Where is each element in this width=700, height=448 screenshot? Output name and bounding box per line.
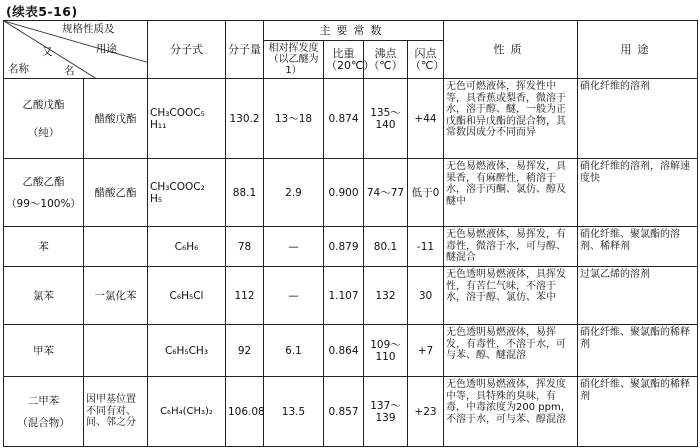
mw-cell: 88.1 [226, 159, 264, 227]
fp-cell: +23 [408, 377, 444, 447]
bp-cell: 80.1 [364, 227, 408, 267]
bp-cell: 132 [364, 267, 408, 325]
table-row [4, 79, 698, 159]
name-cell [4, 79, 84, 159]
density-cell: 0.900 [324, 159, 364, 227]
bp-cell: 135～140 [364, 79, 408, 159]
alias-cell [84, 227, 148, 267]
formula-header: 分子式 [148, 21, 226, 79]
corner-ming-label: 名 [64, 65, 75, 77]
uses-cell: 硝化纤维、聚氯酯的溶剂、稀释剂 [578, 227, 698, 267]
name-cell: 甲苯 [4, 325, 84, 377]
solvent-properties-table [3, 20, 698, 447]
corner-you-label: 又 [42, 46, 53, 58]
name-cell [4, 159, 84, 227]
mw-cell: 92 [226, 325, 264, 377]
uses-cell: 过氯乙烯的溶剂 [578, 267, 698, 325]
fp-cell: -11 [408, 227, 444, 267]
formula-line-1: CH₃COOC₂ [150, 180, 205, 193]
mw-cell: 112 [226, 267, 264, 325]
mw-header: 分子量 [226, 21, 264, 79]
main-constants-header: 主要常数 [264, 21, 444, 41]
formula-cell: C₆H₅Cl [148, 267, 226, 325]
volatility-cell: 2.9 [264, 159, 324, 227]
volatility-cell: 6.1 [264, 325, 324, 377]
properties-header: 性质 [444, 21, 578, 79]
volatility-cell: — [264, 267, 324, 325]
properties-cell: 无色透明易燃液体，易挥发，有毒性，不溶于水，可与苯、醇、醚混溶 [444, 325, 578, 377]
mw-cell: 130.2 [226, 79, 264, 159]
formula-line-2: H₁₁ [150, 118, 167, 131]
formula-cell [148, 159, 226, 227]
corner-props-label: 规格性质及 [62, 23, 115, 35]
name-sub-text: （纯） [27, 126, 60, 139]
bp-cell: 74～77 [364, 159, 408, 227]
volatility-cell: 13～18 [264, 79, 324, 159]
density-cell: 0.879 [324, 227, 364, 267]
bp-header: 沸点（℃） [364, 41, 408, 79]
table-row [4, 267, 698, 325]
uses-cell: 硝化纤维、聚氯酯的稀释剂 [578, 325, 698, 377]
bp-cell: 137～139 [364, 377, 408, 447]
formula-cell [148, 79, 226, 159]
table-row [4, 325, 698, 377]
density-cell: 1.107 [324, 267, 364, 325]
formula-cell: C₆H₆ [148, 227, 226, 267]
corner-header-cell [4, 21, 148, 79]
uses-cell: 硝化纤维、聚氯酯的稀释剂 [578, 377, 698, 447]
fp-cell: +7 [408, 325, 444, 377]
table-caption: (续表5-16) [6, 4, 78, 19]
table-row [4, 227, 698, 267]
density-cell: 0.874 [324, 79, 364, 159]
volatility-cell: 13.5 [264, 377, 324, 447]
name-cell: 氯苯 [4, 267, 84, 325]
properties-cell: 无色可燃液体，挥发性中等，具香蕉或梨香，微溶于水，溶于醇、醚，一般为正戊酯和异戊酯的混合物，其常数因成分不同而异 [444, 79, 578, 159]
mw-cell: 106.08 [226, 377, 264, 447]
name-text: 乙酸乙酯 [22, 175, 65, 188]
name-cell [4, 377, 84, 447]
fp-header: 闪点（℃） [408, 41, 444, 79]
name-cell: 苯 [4, 227, 84, 267]
formula-line-1: CH₃COOC₅ [150, 106, 205, 119]
volatility-header: 相对挥发度（以乙醚为1） [264, 41, 324, 79]
fp-cell: +44 [408, 79, 444, 159]
density-header: 比重（20℃） [324, 41, 364, 79]
volatility-cell: — [264, 227, 324, 267]
name-text: 乙酸戊酯 [22, 98, 65, 111]
density-cell: 0.864 [324, 325, 364, 377]
fp-cell: 低于0 [408, 159, 444, 227]
table-row [4, 159, 698, 227]
name-sub-text: （混合物） [17, 416, 70, 429]
alias-cell: 一氯化苯 [84, 267, 148, 325]
formula-cell: C₆H₅CH₃ [148, 325, 226, 377]
alias-cell: 因甲基位置不同有对、间、邻之分 [84, 377, 148, 447]
corner-name-label: 名称 [8, 63, 29, 75]
properties-cell: 无色易燃液体，易挥发，具果香，有麻醉性，稍溶于水，溶于丙酮、氯仿、醇及醚中 [444, 159, 578, 227]
name-sub-text: （99～100%） [6, 197, 81, 210]
properties-cell: 无色易燃液体，易挥发，有毒性，微溶于水，可与醇、醚混合 [444, 227, 578, 267]
name-text: 二甲苯 [27, 394, 60, 407]
uses-header: 用途 [578, 21, 698, 79]
uses-cell: 硝化纤维的溶剂，溶解速度快 [578, 159, 698, 227]
mw-cell: 78 [226, 227, 264, 267]
fp-cell: 30 [408, 267, 444, 325]
alias-cell [84, 325, 148, 377]
alias-cell: 醋酸乙酯 [84, 159, 148, 227]
alias-cell: 醋酸戊酯 [84, 79, 148, 159]
formula-cell: C₆H₄(CH₃)₂ [148, 377, 226, 447]
uses-cell: 硝化纤维的溶剂 [578, 79, 698, 159]
formula-line-2: H₅ [150, 192, 163, 205]
corner-use-label: 用途 [96, 43, 117, 55]
properties-cell: 无色透明易燃液体，挥发度中等，具特殊的臭味，有毒，中毒浓度为200 ppm，不溶于水，可与苯、醇混溶 [444, 377, 578, 447]
table-row [4, 377, 698, 447]
density-cell: 0.857 [324, 377, 364, 447]
bp-cell: 109～110 [364, 325, 408, 377]
properties-cell: 无色透明易燃液体，具挥发性，有苦仁气味，不溶于水，溶于醇、氯仿、苯中 [444, 267, 578, 325]
